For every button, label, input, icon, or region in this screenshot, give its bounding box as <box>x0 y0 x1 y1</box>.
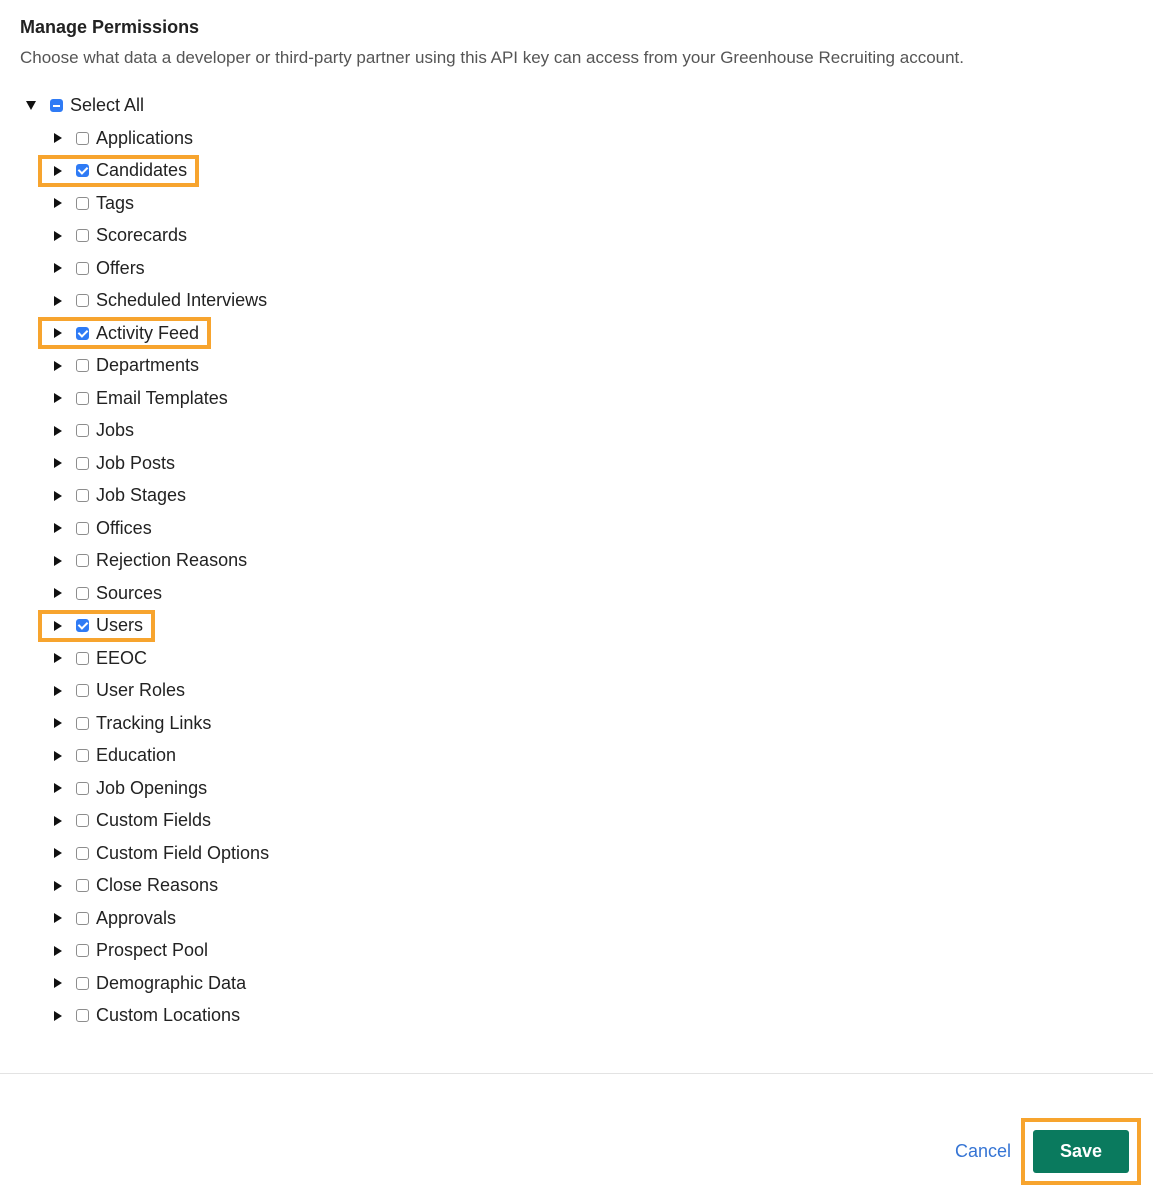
expand-arrow-icon[interactable] <box>54 848 62 858</box>
permission-item[interactable] <box>54 610 143 643</box>
permission-item[interactable] <box>54 837 269 870</box>
permission-item-row <box>54 355 199 376</box>
permission-label: Tracking Links <box>96 712 212 733</box>
permission-item-row <box>54 713 211 734</box>
expand-arrow-icon[interactable] <box>54 328 62 338</box>
expand-arrow-icon[interactable] <box>54 296 62 306</box>
permission-item[interactable] <box>54 740 269 773</box>
permission-item-row <box>54 453 175 474</box>
permission-checkbox[interactable] <box>76 587 89 600</box>
permission-checkbox[interactable] <box>76 717 89 730</box>
permission-item[interactable] <box>54 642 269 675</box>
permission-label: Scheduled Interviews <box>96 290 268 311</box>
permission-label: Activity Feed <box>96 322 200 343</box>
permission-item[interactable] <box>54 220 269 253</box>
expand-arrow-icon[interactable] <box>54 686 62 696</box>
permission-item[interactable] <box>54 935 269 968</box>
save-highlight <box>1021 1118 1141 1185</box>
permission-label: Users <box>96 615 144 636</box>
permission-item-row <box>54 193 134 214</box>
expand-arrow-icon[interactable] <box>54 133 62 143</box>
permission-checkbox[interactable] <box>76 977 89 990</box>
permission-label: Job Stages <box>96 485 187 506</box>
permission-checkbox[interactable] <box>76 522 89 535</box>
permission-label: Demographic Data <box>96 972 247 993</box>
permission-item-row <box>54 550 247 571</box>
permission-checkbox[interactable] <box>76 554 89 567</box>
permission-item[interactable] <box>54 447 269 480</box>
select-all-row[interactable] <box>26 92 144 118</box>
permission-item[interactable] <box>54 187 269 220</box>
expand-arrow-icon[interactable] <box>54 653 62 663</box>
permission-checkbox[interactable] <box>76 197 89 210</box>
permission-item[interactable] <box>54 805 269 838</box>
permission-item[interactable] <box>54 707 269 740</box>
permission-label: Job Openings <box>96 777 208 798</box>
permission-item[interactable] <box>54 870 269 903</box>
permission-item[interactable] <box>54 675 269 708</box>
permission-item[interactable] <box>54 545 269 578</box>
expand-arrow-icon[interactable] <box>54 458 62 468</box>
expand-arrow-icon[interactable] <box>54 556 62 566</box>
expand-arrow-icon[interactable] <box>54 783 62 793</box>
permission-item[interactable] <box>54 285 269 318</box>
permission-item-row <box>54 420 134 441</box>
permission-label: Applications <box>96 127 194 148</box>
permission-item[interactable] <box>54 1000 269 1033</box>
permission-checkbox[interactable] <box>76 814 89 827</box>
permission-label: Offices <box>96 517 152 538</box>
permission-label: User Roles <box>96 680 186 701</box>
permission-checkbox[interactable] <box>76 457 89 470</box>
expand-arrow-icon[interactable] <box>54 361 62 371</box>
permission-label: Candidates <box>96 160 188 181</box>
permission-item-row <box>54 908 176 929</box>
permission-checkbox[interactable] <box>76 782 89 795</box>
permission-checkbox[interactable] <box>76 229 89 242</box>
permission-item-row <box>54 973 246 994</box>
collapse-arrow-icon[interactable] <box>26 101 36 110</box>
permission-item-row <box>54 290 267 311</box>
permission-label: Custom Field Options <box>96 842 270 863</box>
permission-label: Custom Locations <box>96 1005 241 1026</box>
permission-item[interactable] <box>54 512 269 545</box>
permission-item[interactable] <box>54 772 269 805</box>
permission-item[interactable] <box>54 902 269 935</box>
permission-item[interactable] <box>54 967 269 1000</box>
permission-item[interactable] <box>54 577 269 610</box>
permission-item-row <box>54 128 193 149</box>
permission-checkbox[interactable] <box>76 652 89 665</box>
permission-label: Prospect Pool <box>96 940 209 961</box>
permission-checkbox[interactable] <box>76 132 89 145</box>
permission-checkbox[interactable] <box>76 912 89 925</box>
permission-checkbox[interactable] <box>76 392 89 405</box>
permission-checkbox[interactable] <box>76 749 89 762</box>
permission-item-row <box>54 810 211 831</box>
footer-divider <box>0 1073 1153 1074</box>
permission-label: Rejection Reasons <box>96 550 248 571</box>
permission-checkbox[interactable] <box>76 327 89 340</box>
expand-arrow-icon[interactable] <box>54 426 62 436</box>
cancel-button[interactable]: Cancel <box>955 1141 1012 1161</box>
permission-item-row <box>54 1005 240 1026</box>
permission-item[interactable] <box>54 155 187 188</box>
permission-list <box>54 122 269 1032</box>
page-title: Manage Permissions <box>20 17 200 37</box>
permission-item-row <box>54 778 207 799</box>
save-button[interactable]: Save <box>1033 1130 1129 1173</box>
permission-checkbox[interactable] <box>76 424 89 437</box>
permission-label: Departments <box>96 355 200 376</box>
permission-item-row <box>54 518 152 539</box>
permission-checkbox[interactable] <box>76 879 89 892</box>
permission-item[interactable] <box>54 382 269 415</box>
permission-label: Email Templates <box>96 387 228 408</box>
expand-arrow-icon[interactable] <box>54 718 62 728</box>
permission-item-row <box>54 258 145 279</box>
permission-checkbox[interactable] <box>76 164 89 177</box>
expand-arrow-icon[interactable] <box>54 393 62 403</box>
permission-label: Tags <box>96 192 135 213</box>
select-all-label: Select All <box>70 94 145 115</box>
select-all-checkbox[interactable] <box>50 99 63 112</box>
permission-label: Close Reasons <box>96 875 219 896</box>
expand-arrow-icon[interactable] <box>54 588 62 598</box>
permission-checkbox[interactable] <box>76 944 89 957</box>
expand-arrow-icon[interactable] <box>54 946 62 956</box>
expand-arrow-icon[interactable] <box>54 231 62 241</box>
expand-arrow-icon[interactable] <box>54 816 62 826</box>
permission-label: Approvals <box>96 907 177 928</box>
permission-item[interactable] <box>54 480 269 513</box>
permission-item-row <box>54 875 218 896</box>
permission-label: Custom Fields <box>96 810 212 831</box>
permission-checkbox[interactable] <box>76 1009 89 1022</box>
permission-label: Offers <box>96 257 145 278</box>
expand-arrow-icon[interactable] <box>54 523 62 533</box>
permission-item-row <box>54 583 162 604</box>
expand-arrow-icon[interactable] <box>54 913 62 923</box>
permission-item[interactable] <box>54 415 269 448</box>
permission-item-row <box>54 843 269 864</box>
expand-arrow-icon[interactable] <box>54 881 62 891</box>
expand-arrow-icon[interactable] <box>54 263 62 273</box>
permission-item[interactable] <box>54 317 199 350</box>
expand-arrow-icon[interactable] <box>54 491 62 501</box>
permission-label: Jobs <box>96 420 135 441</box>
permission-label: Job Posts <box>96 452 176 473</box>
expand-arrow-icon[interactable] <box>54 621 62 631</box>
permission-item-row <box>54 745 176 766</box>
permission-label: EEOC <box>96 647 148 668</box>
permission-checkbox[interactable] <box>76 847 89 860</box>
permission-item-row <box>54 485 186 506</box>
permission-item-row <box>54 388 228 409</box>
permission-checkbox[interactable] <box>76 619 89 632</box>
permission-item[interactable] <box>54 122 269 155</box>
permission-item-row <box>54 680 185 701</box>
permission-checkbox[interactable] <box>76 262 89 275</box>
permission-item[interactable] <box>54 350 269 383</box>
expand-arrow-icon[interactable] <box>54 751 62 761</box>
permission-label: Scorecards <box>96 225 188 246</box>
expand-arrow-icon[interactable] <box>54 1011 62 1021</box>
permission-item-row <box>54 323 199 344</box>
expand-arrow-icon[interactable] <box>54 198 62 208</box>
permission-item-row <box>54 940 208 961</box>
permission-item-row <box>54 160 187 181</box>
permission-item-row <box>54 648 147 669</box>
permission-label: Sources <box>96 582 163 603</box>
permission-checkbox[interactable] <box>76 294 89 307</box>
permission-item[interactable] <box>54 252 269 285</box>
permission-checkbox[interactable] <box>76 684 89 697</box>
permission-label: Education <box>96 745 177 766</box>
expand-arrow-icon[interactable] <box>54 978 62 988</box>
page-description: Choose what data a developer or third-party partner using this API key can access from your Greenhouse Recruiting account. <box>20 48 964 67</box>
permission-checkbox[interactable] <box>76 489 89 502</box>
permission-checkbox[interactable] <box>76 359 89 372</box>
permission-item-row <box>54 615 143 636</box>
expand-arrow-icon[interactable] <box>54 166 62 176</box>
permission-item-row <box>54 225 187 246</box>
